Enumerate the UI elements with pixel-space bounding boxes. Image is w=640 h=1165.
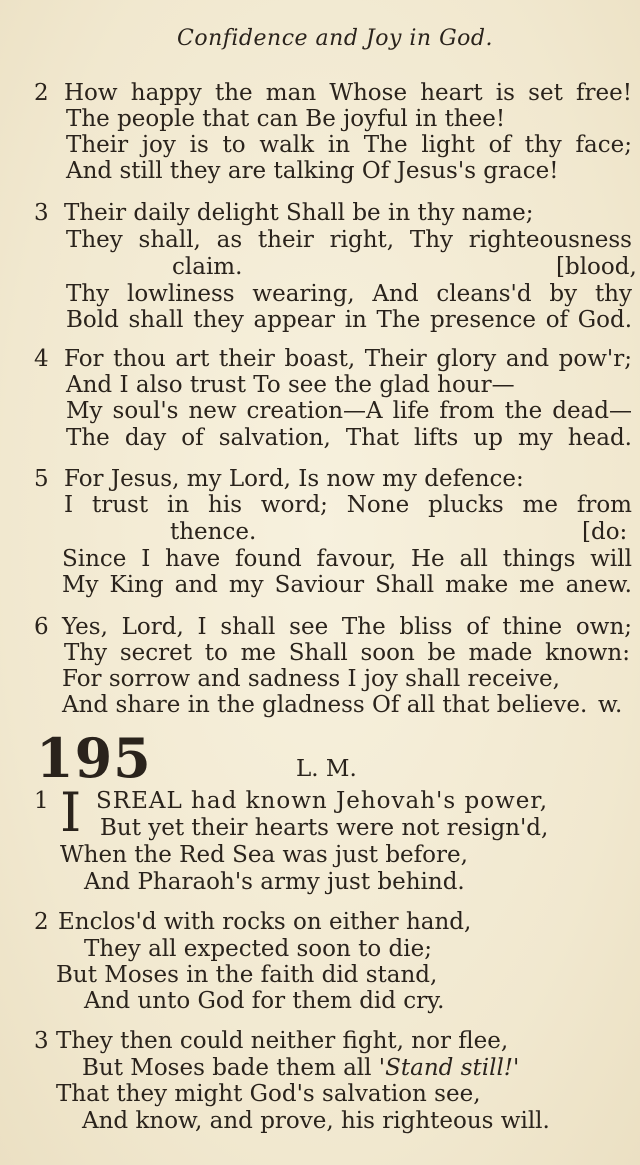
verse-line: Thy secret to me Shall soon be made known: [64, 640, 630, 666]
turnover-bracket: [blood, [556, 254, 637, 280]
stanza-line [0, 936, 640, 962]
verse-line: And know, and prove, his righteous will. [82, 1108, 550, 1134]
stanza-line [0, 1055, 640, 1081]
verse-line: My King and my Saviour Shall make me anew. [62, 572, 632, 598]
stanza-line [0, 158, 640, 184]
verse-line: The people that can Be joyful in thee! [66, 106, 506, 132]
turnover-bracket: [do: [582, 519, 628, 545]
verse-line: And share in the gladness Of all that believe. [62, 692, 588, 718]
stanza-line [0, 640, 640, 666]
verse-line: For sorrow and sadness I joy shall receive, [62, 666, 560, 692]
verse-line: SREAL had known Jehovah's power, [96, 788, 549, 814]
stanza-line [0, 254, 640, 280]
stanza-line [0, 492, 640, 518]
verse-line: But Moses in the faith did stand, [56, 962, 438, 988]
verse-line: Their joy is to walk in The light of thy face; [66, 132, 632, 158]
stanza-line [0, 132, 640, 158]
verse-text: But Moses bade them all ' [82, 1055, 386, 1081]
stanza-line [0, 1108, 640, 1134]
verse-line: For thou art their boast, Their glory and pow'r; [64, 346, 632, 372]
stanza-line [0, 666, 640, 692]
verse-line: And I also trust To see the glad hour— [66, 372, 515, 398]
stanza-line [0, 1081, 640, 1107]
stanza-number: 1 [34, 788, 49, 814]
running-header: Confidence and Joy in God. [177, 26, 493, 51]
stanza-line [0, 909, 640, 935]
verse-line: When the Red Sea was just before, [60, 842, 468, 868]
verse-line: They shall, as their right, Thy righteousness [66, 227, 632, 253]
verse-line: How happy the man Whose heart is set free! [64, 80, 632, 106]
stanza-line [0, 614, 640, 640]
stanza-line [0, 519, 640, 545]
stanza-line [0, 546, 640, 572]
stanza-line [0, 1028, 640, 1054]
stanza-line [0, 227, 640, 253]
verse-line: claim. [172, 254, 243, 280]
closing-quote: ' [513, 1055, 520, 1081]
verse-line: Yes, Lord, I shall see The bliss of thine own; [62, 614, 632, 640]
verse-line: Enclos'd with rocks on either hand, [58, 909, 472, 935]
stanza-number: 5 [34, 466, 49, 492]
stanza-line [0, 106, 640, 132]
stanza-number: 6 [34, 614, 49, 640]
stanza-line [0, 815, 640, 841]
stanza-line [0, 281, 640, 307]
verse-line: For Jesus, my Lord, Is now my defence: [64, 466, 524, 492]
verse-line: They all expected soon to die; [84, 936, 432, 962]
author-initial: w. [598, 692, 623, 718]
stanza-line [0, 842, 640, 868]
verse-line: And Pharaoh's army just behind. [84, 869, 465, 895]
stanza-number: 3 [34, 1028, 49, 1054]
verse-line: Their daily delight Shall be in thy name; [64, 200, 534, 226]
verse-line: Since I have found favour, He all things will [62, 546, 632, 572]
verse-line: I trust in his word; None plucks me from [64, 492, 632, 518]
stanza-number: 3 [34, 200, 49, 226]
meter-label: L. M. [296, 756, 357, 782]
verse-line [82, 1055, 519, 1081]
stanza-line [0, 425, 640, 451]
verse-line: The day of salvation, That lifts up my head. [66, 425, 632, 451]
stanza-line [0, 692, 640, 718]
stanza-line [0, 80, 640, 106]
verse-line: They then could neither fight, nor flee, [56, 1028, 509, 1054]
verse-line: Bold shall they appear in The presence of God. [66, 307, 632, 333]
stanza-line [0, 200, 640, 226]
verse-line: And unto God for them did cry. [84, 988, 445, 1014]
italic-emphasis: Stand still! [385, 1055, 514, 1081]
stanza-number: 2 [34, 909, 49, 935]
hymn-number: 195 [36, 726, 152, 790]
verse-line: That they might God's salvation see, [56, 1081, 481, 1107]
verse-line: But yet their hearts were not resign'd, [100, 815, 549, 841]
stanza-line [0, 466, 640, 492]
stanza-line [0, 346, 640, 372]
stanza-line [0, 398, 640, 424]
verse-line: thence. [170, 519, 257, 545]
stanza-number: 2 [34, 80, 49, 106]
verse-line: My soul's new creation—A life from the dead— [66, 398, 632, 424]
drop-cap: I [60, 781, 82, 844]
stanza-line [0, 307, 640, 333]
verse-line: And still they are talking Of Jesus's grace! [66, 158, 559, 184]
stanza-line [0, 788, 640, 814]
stanza-line [0, 869, 640, 895]
stanza-number: 4 [34, 346, 49, 372]
stanza-line [0, 988, 640, 1014]
verse-line: Thy lowliness wearing, And cleans'd by thy [66, 281, 632, 307]
stanza-line [0, 372, 640, 398]
stanza-line [0, 962, 640, 988]
stanza-line [0, 572, 640, 598]
